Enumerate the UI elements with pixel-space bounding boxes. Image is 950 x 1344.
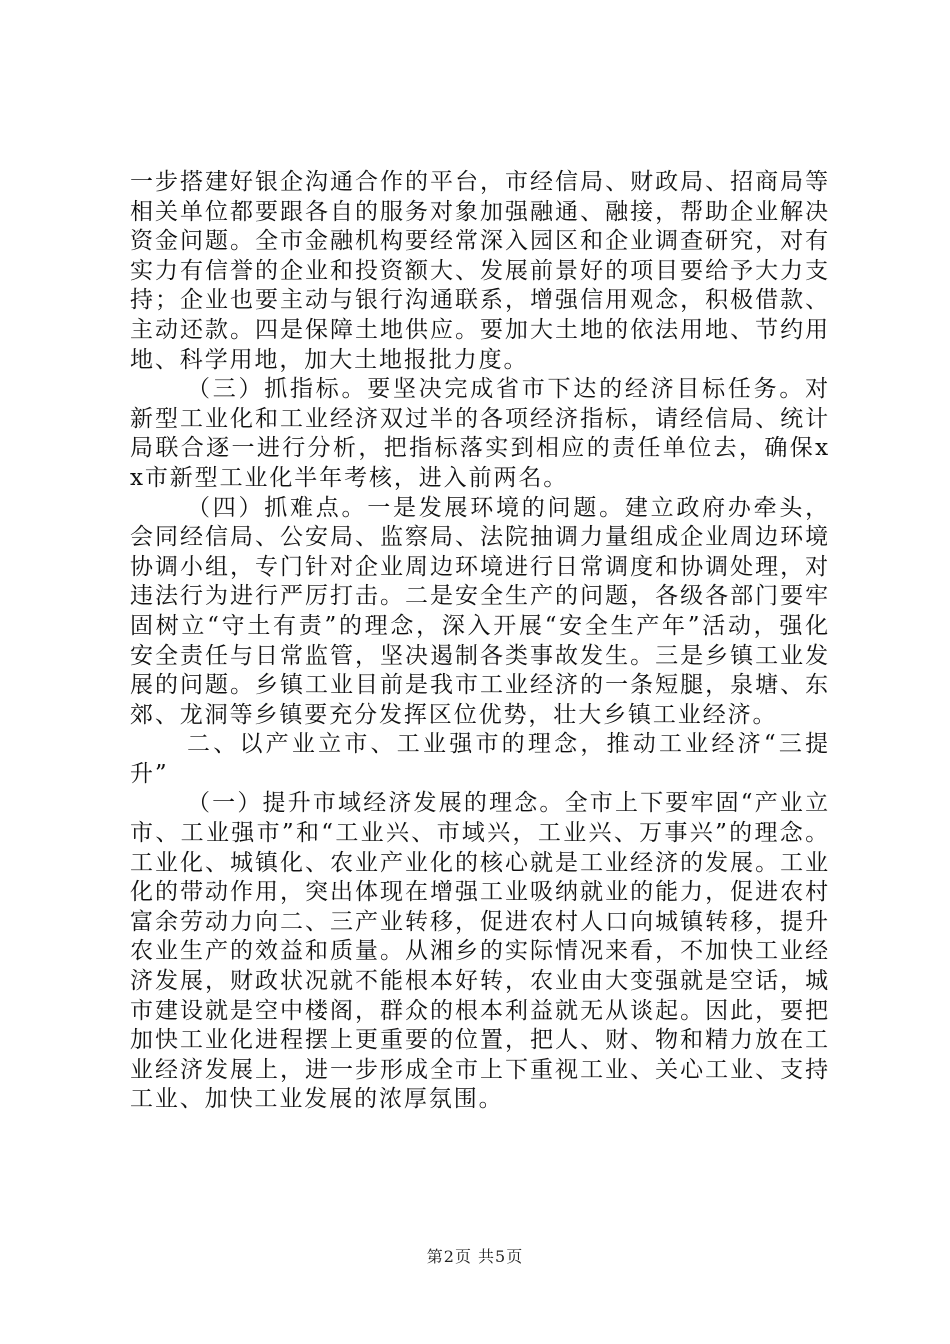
section-heading-two: 二、以产业立市、工业强市的理念，推动工业经济“三提升” (130, 731, 830, 787)
paragraph-subsection-one: （一）提升市域经济发展的理念。全市上下要牢固“产业立市、工业强市”和“工业兴、市域兴，工业兴、万事兴”的理念。工业化、城镇化、农业产业化的核心就是工业经济的发展。工业化的带动作用，突出体现在增强工业吸纳就业的能力，促进农村富余劳动力向二、三产业转移，促进农村人口向城镇转移，提升农业生产的效益和质量。从湘乡的实际情况来看，不加快工业经济发展，财政状况就不能根本好转，农业由大变强就是空话，城市建设就是空中楼阁，群众的根本利益就无从谈起。因此，要把加快工业化进程摆上更重要的位置，把人、财、物和精力放在工业经济发展上，进一步形成全市上下重视工业、关心工业、支持工业、加快工业发展的浓厚氛围。 (130, 790, 830, 1113)
paragraph-section-three: （三）抓指标。要坚决完成省市下达的经济目标任务。对新型工业化和工业经济双过半的各项经济指标，请经信局、统计局联合逐一进行分析，把指标落实到相应的责任单位去，确保xx市新型工业化半年考核，进入前两名。 (130, 376, 830, 491)
paragraph-continuation: 一步搭建好银企沟通合作的平台，市经信局、财政局、招商局等相关单位都要跟各自的服务对象加强融通、融接，帮助企业解决资金问题。全市金融机构要经常深入园区和企业调查研究，对有实力有信誉的企业和投资额大、发展前景好的项目要给予大力支持；企业也要主动与银行沟通联系，增强信用观念，积极借款、主动还款。四是保障土地供应。要加大土地的依法用地、节约用地、科学用地，加大土地报批力度。 (130, 169, 830, 373)
page-footer: 第2页 共5页 (426, 1247, 524, 1266)
document-body (130, 168, 830, 1115)
paragraph-section-four: （四）抓难点。一是发展环境的问题。建立政府办牵头，会同经信局、公安局、监察局、法院抽调力量组成企业周边环境协调小组，专门针对企业周边环境进行日常调度和协调处理，对违法行为进行严厉打击。二是安全生产的问题，各级各部门要牢固树立“守土有责”的理念，深入开展“安全生产年”活动，强化安全责任与日常监管，坚决遏制各类事故发生。三是乡镇工业发展的问题。乡镇工业目前是我市工业经济的一条短腿，泉塘、东郊、龙洞等乡镇要充分发挥区位优势，壮大乡镇工业经济。 (130, 494, 830, 728)
